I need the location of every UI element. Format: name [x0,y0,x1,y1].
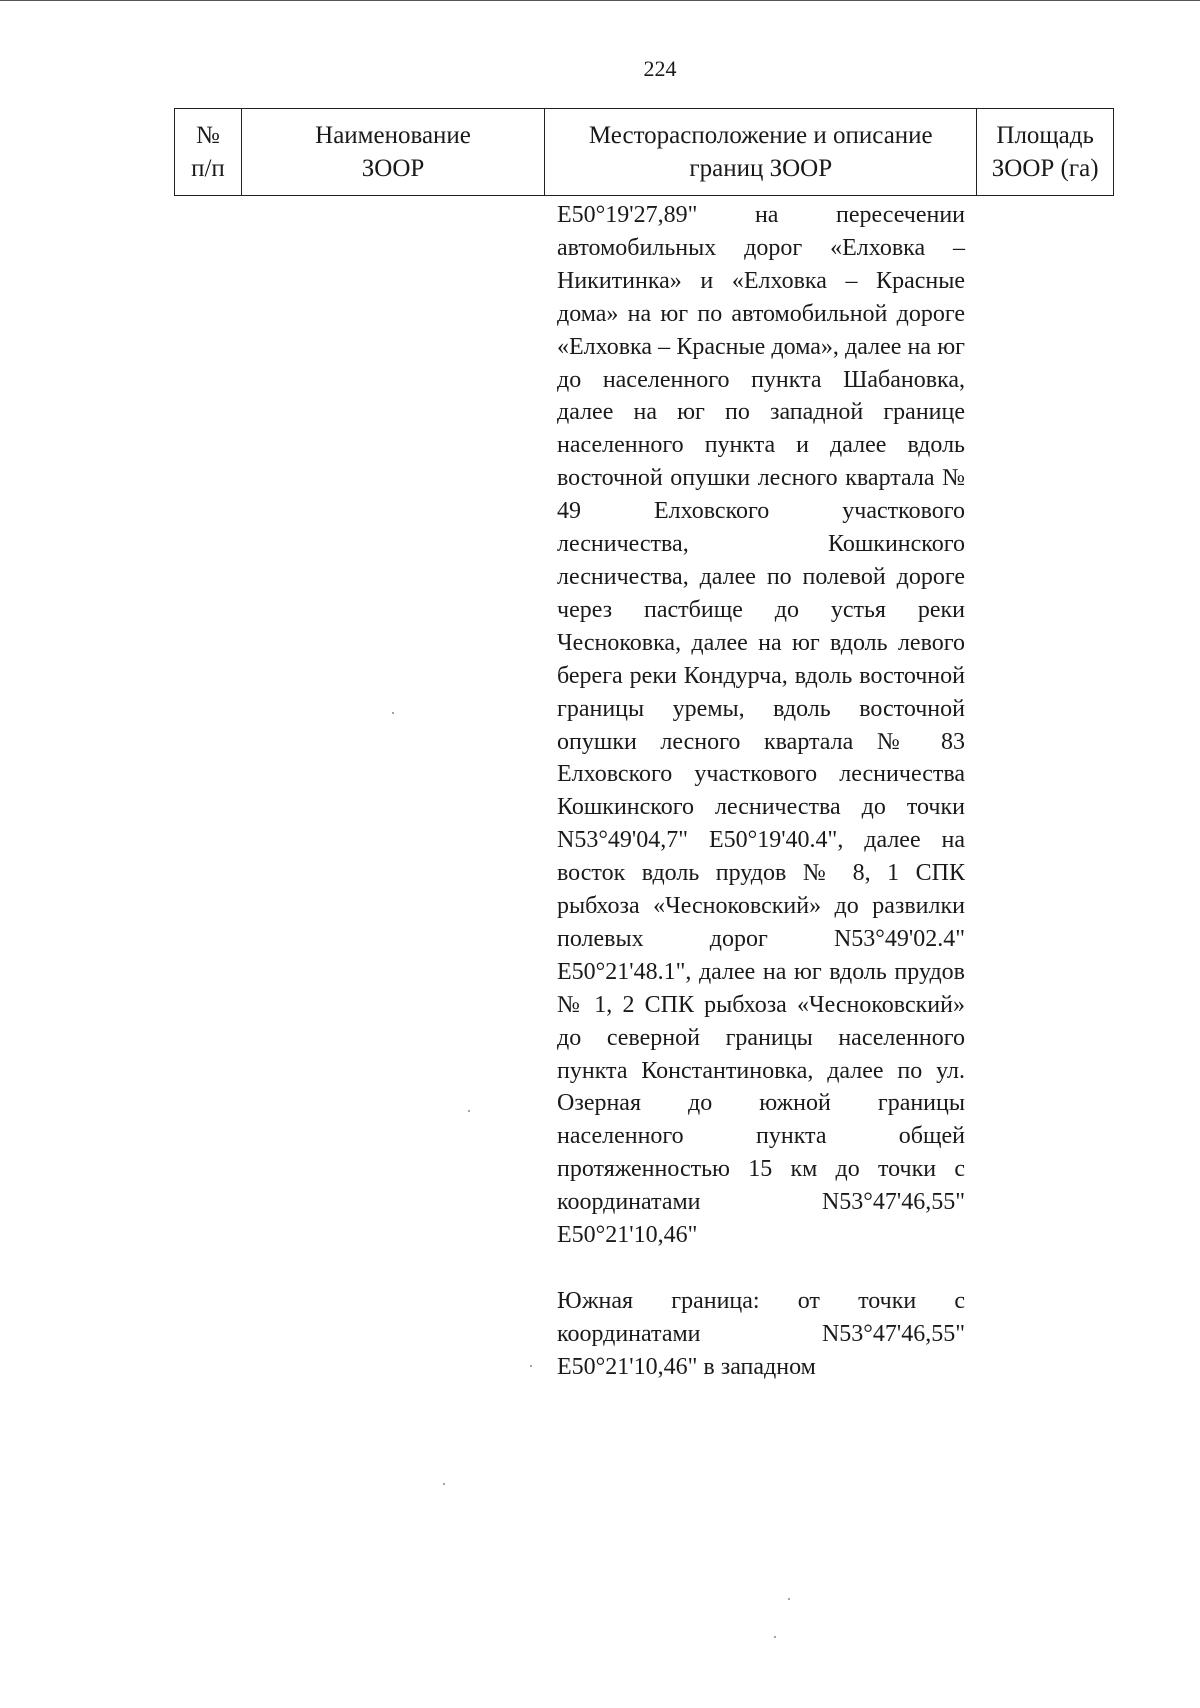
header-cell-number [175,109,242,195]
header-cell-area [977,109,1113,195]
scan-speck [392,712,394,714]
header-number-line-1: № [196,122,220,149]
location-description [557,199,965,1384]
table-header [174,108,1114,196]
scan-speck [788,1598,790,1600]
page-number: 224 [643,56,677,81]
top-scan-rule [0,0,1200,4]
scan-speck [530,1365,532,1367]
header-location-line-2: границ ЗООР [689,155,833,182]
header-location-line-1: Месторасположение и описание [588,122,933,149]
header-area-line-1: Площадь [996,122,1094,149]
header-name-line-1: Наименование [315,122,471,149]
border-description-paragraph: E50°19'27,89" на пересечении автомобильных дорог «Елховка – Никитинка» и «Елховка – Красные дома» на юг по автомобильной дороге «Елховка – Красные дома», далее на юг до населенного пункта Шабановка, далее на юг по западной границе населенного пункта и далее вдоль восточной опушки лесного квартала № 49 Елховского участкового лесничества, Кошкинского лесничества, далее по полевой дороге через пастбище до устья реки Чесноковка, далее на юг вдоль левого берега реки Кондурча, вдоль восточной границы уремы, вдоль восточной опушки лесного квартала № 83 Елховского участкового лесничества Кошкинского лесничества до точки N53°49'04,7" E50°19'40.4", далее на восток вдоль прудов № 8, 1 СПК рыбхоза «Чесноковский» до развилки полевых дорог N53°49'02.4" E50°21'48.1", далее на юг вдоль прудов № 1, 2 СПК рыбхоза «Чесноковский» до северной границы населенного пункта Константиновка, далее по ул. Озерная до южной границы населенного пункта общей протяженностью 15 км до точки с координатами N53°47'46,55" E50°21'10,46" [557,202,965,1249]
header-cell-name [242,109,545,195]
scan-speck [443,1483,445,1485]
scan-speck [774,1636,776,1638]
header-name-line-2: ЗООР [361,155,425,182]
header-cell-location [545,109,977,195]
header-area-line-2: ЗООР (га) [991,155,1099,182]
southern-border-paragraph: Южная граница: от точки с координатами N53°47'46,55" E50°21'10,46" в западном [557,1287,965,1380]
header-number-line-2: п/п [191,155,225,182]
scan-speck [468,1110,470,1112]
